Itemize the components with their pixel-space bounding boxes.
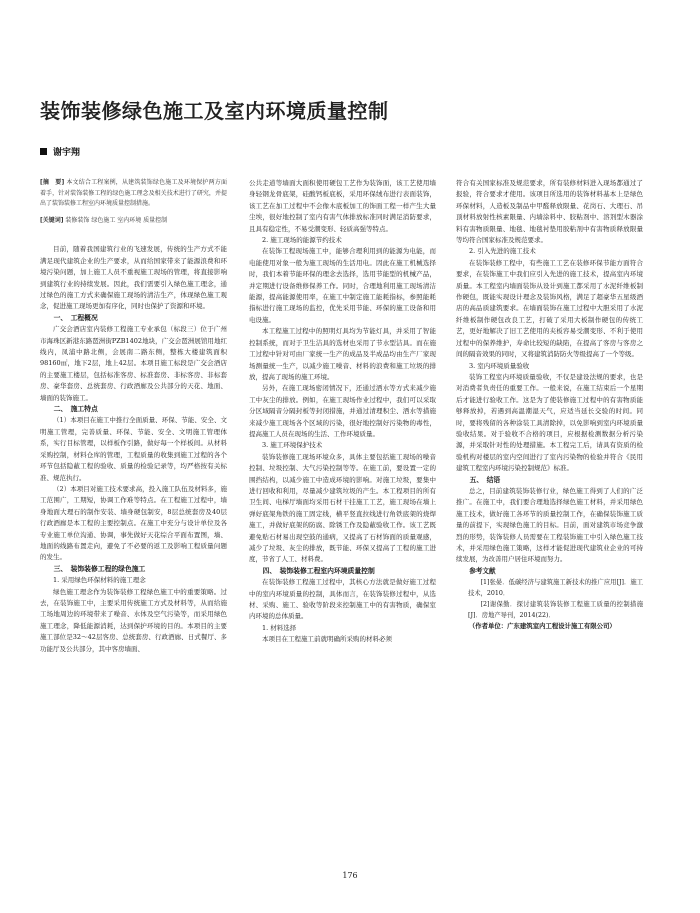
- section-heading: 三、 装饰装修工程的绿色施工: [53, 564, 146, 573]
- body-paragraph: 公共走道等墙面大面积使用硬包工艺作为装饰面，该工艺使用墙身轻钢龙骨底架，硅酸钙板底板，采用环保绒布进行表面装饰，该工艺在加工过程中不会像木底板加工的饰面工程一样产生大量尘埃，很好地控制了室内有害气体排放标准同时满足消防要求，且具有稳定性，不易受潮变形、轻质高强等特点。: [249, 179, 436, 233]
- body-paragraph: 绿色施工理念作为装饰装修工程绿色施工中的重要策略。过去，在装饰施工中，主要采用传统施工方式及材料等，从而给施工场地周边的环境带来了噪音、水体及空气污染等，而采用绿色施工理念，降低能源消耗，达到保护环境的目的。本项目的主要施工部位是32～42层客房、总统套房、行政酒廊、日式餐厅、多功能厅及公共部分，其中客房墙面、: [40, 587, 227, 653]
- subsection-heading: 3. 室内环境质量验收: [469, 361, 530, 370]
- body-paragraph: 在装饰工程现场施工中，能够合理利用到的能源为电能，而电能使用对象一般为施工现场的生活用电。因此在施工机械选择时，我们本着节能环保的理念去选择，选用节能型的机械产品，并定期进行设备维修保养工作。同时，合理地利用施工现场清洁能源，提高能源使用率，在施工中制定施工能耗指标，参照能耗指标进行施工现场的监控，优先采用节能、环保的施工设备和用电设施。: [249, 247, 436, 324]
- subsection-heading: 3. 施工环境保护技术: [262, 441, 323, 450]
- body-paragraph: 在装饰装修工程施工过程中，其核心方法就是做好施工过程中的室内环境质量的控制，具体而言，在装饰装修过程中，从选材、采购、施工、验收等阶段来控制施工中的有害物质，确保室内环境的总体质量。: [249, 578, 436, 621]
- section-heading: 一、 工程概况: [53, 313, 98, 322]
- body-paragraph: 广交会酒店室内装修工程施工专业承包（标段三）位于广州市海珠区新港东路琶洲街PZB1402地块，广交会琶洲展馆用地红线内，凤浦中路北侧，会展南二路东侧，整栋大楼建筑面积98160㎡，地下2层，地上42层。本项目施工标段是广交会酒店的主要施工楼层，包括标准客房、标准套房、非标客房、非标套房、豪华套房、总统套房、行政酒廊及公共部分的天花、地面、墙面的装饰施工。: [40, 325, 227, 402]
- author-name: 谢宇翔: [53, 147, 81, 158]
- body-paragraph: 装饰工程室内环境质量验收，不仅是建设法规的要求，也是对消费者负责任的重要工作。一般来说，在施工结束后一个星期后才能进行验收工作。这是为了使装修施工过程中的有害物质能够释放掉，若遇到高温潮湿天气，应适当延长交验的时间。同时，要将残留的各种涂装工具清除掉，以免影响到室内环境质量验收结果。对于验收不合格的项目，应根据检测数据分析污染源，并采取针对性的处理措施。本工程完工后，请具有资质的检验机构对楼层的室内空间进行了室内污染物的检验并符合《民用建筑工程室内环境污染控制规范》标准。: [456, 372, 643, 473]
- article-title: 装饰装修绿色施工及室内环境质量控制: [40, 99, 389, 123]
- column-2: [249, 178, 436, 846]
- body-paragraph: 本项目在工程施工前就明确所采购的材料必须: [262, 635, 392, 644]
- body-paragraph: 在装饰装修工程中，有些施工工艺在装修环保节能方面符合要求，在装饰施工中我们应引入先进的施工技术，提高室内环境质量。本工程室内墙面装饰从设计到施工都采用了水泥纤维板制作硬包，既能实现设计理念及装饰风格，满足了超豪华五星级酒店的高品质建筑要求。在墙面装饰在施工过程中大胆采用了水泥纤维板制作硬包改良工艺，打破了采用大板制作硬包的传统工艺，更好地解决了旧工艺使用的夹板容易受潮变形、不利于使用过程中的保养维护，寿命比较短的缺陷，在提高了客房与客房之间的隔音效果的同时，又将建筑消防防火等级提高了一个等级。: [456, 258, 643, 359]
- section-heading: 四、 装饰装修工程室内环境质量控制: [262, 566, 375, 575]
- abstract-block: [40, 178, 227, 226]
- references-title: 参考文献: [469, 566, 496, 575]
- section-heading: 二、 施工特点: [53, 405, 98, 414]
- abstract-text: 本文结合工程案例，从建筑装饰绿色施工及环境保护两方面着手，针对装饰装修工程的绿色施工理念及相关技术进行了研究，并提出了装饰装修工程室内环境质量控制措施。: [40, 179, 227, 208]
- body-paragraph: （1）本项目在施工中推行全面质量、环保、节能、安全、文明施工管理，完善质量、环保、节能、安全、文明施工管理体系，实行目标管理，以样板作引路，做好每一个样板间。从材料采购控制，材料仓库的管理，工程质量的收集到施工过程的各个环节包括隐蔽工程的验收、质量的检验记录等，均严格按有关标准、规范执行。: [40, 416, 227, 482]
- column-3-body: [456, 178, 643, 566]
- subsection-heading: 1. 材料选择: [262, 623, 297, 632]
- keywords: [40, 216, 227, 227]
- bullet-square-icon: [40, 148, 47, 155]
- body-paragraph: 总之，目前建筑装饰装修行业，绿色施工得到了人们的广泛推广。在施工中，我们要合理地选择绿色施工材料，并采用绿色施工技术，做好施工各环节的质量控制工作，在确保装饰施工质量的前提下，实现绿色施工的目标。目前，面对建筑市场竞争激烈的形势，装饰装修人员需要在工程装饰施工中引入绿色施工技术，并采用绿色施工策略，这样才能促进现代建筑业企业的可持续发展，为改善用户居住环境而努力。: [456, 486, 643, 564]
- body-paragraph: 另外，在施工现场密闭情况下，还通过洒水等方式来减少施工中灰尘的排放。例如，在施工现场作业过程中，我们可以采取分区域隔音分隔封板等封闭措施，并通过清理积尘、洒水等措施来减少施工现场各个区域的污染，很好地控制好污染物的毒性，提高施工人员在现场的生活、工作环境质量。: [249, 384, 436, 438]
- keywords-text: 装修装饰 绿色施工 室内环境 质量控制: [65, 216, 168, 224]
- keywords-label: [关键词]: [40, 216, 64, 224]
- reference-item: [2]谢保勤．探讨建筑装饰装修工程施工质量的控制措施[J]．房地产导刊，2014(22)．: [468, 601, 643, 620]
- body-paragraph: 装饰装修施工现场环境众多，具体主要包括施工现场的噪音控制、垃圾控制、大气污染控制等等。在施工前，要设置一定的围挡结构，以减少施工中造成环境的影响。对施工垃圾，要集中进行回收和利用，尽量减少建筑垃圾的产生。本工程项目的所有卫生间、电梯厅墙面均采用石材干挂施工工艺，施工现场在墙上弹好底架角铁的施工固定线，横平竖直拉线进行角铁底架的烧焊施工，并做好底架的防腐、除锈工作及隐蔽验收工作。该工艺既避免贴石材易出现空鼓的通病，又提高了石材饰面的质量观感，减少了垃圾、灰尘的排放，既节能、环保又提高了工程的施工进度，节省了人工、材料费。: [249, 452, 436, 564]
- author-line: [40, 144, 80, 158]
- author-affiliation: （作者单位：广东建筑室内工程设计施工有限公司）: [468, 622, 616, 631]
- body-paragraph: 目前，随着我国建筑行业的飞速发展，传统的生产方式不能满足现代建筑企业的生产要求，从而给国家带来了能源浪费和环境污染问题，加上施工人员不重视施工现场的管理，将直接影响到建筑行业的持续发展。因此，我们需要引入绿色施工理念，通过绿色的施工方式来确保施工现场的清洁生产，体现绿色施工观念，促进施工现场更加有序化，同时也保护了资源和环境。: [40, 245, 227, 311]
- abstract-label: [摘 要]: [40, 179, 65, 186]
- subsection-heading: 2. 施工现场的能源节约技术: [262, 236, 342, 245]
- abstract: [40, 178, 227, 210]
- body-paragraph: 本工程施工过程中的照明灯具均为节能灯具，并采用了智能控制系统，而对于卫生洁具的选材也采用了节水型洁具。而在施工过程中针对可由厂家统一生产的成品及半成品均由生产厂家现场测量统一生产，以减少施工噪音、材料的浪费和施工垃圾的排放，提高了现场的施工环境。: [249, 327, 436, 381]
- subsection-heading: 1. 采用绿色环保材料的施工理念: [53, 576, 146, 585]
- subsection-heading: 2. 引入先进的施工技术: [469, 247, 536, 256]
- body-paragraph: （2）本项目对施工技术要求高，投入施工队伍及材料多，施工范围广，工期短，协调工作难等特点。在工程施工过程中，墙身地面大理石的制作安装、墙身硬包制安，8层总统套房及40层行政酒廊是本工程的主要控制点。在施工中充分与设计单位及各专业施工单位沟通、协调，事先做好天花综合平面布置图，墙、地面的线路布置走向，避免了不必要的返工及影响工程质量问题的发生。: [40, 484, 227, 562]
- column-1: [40, 178, 227, 846]
- reference-item: [1]张晏．低碳经济与建筑施工新技术的推广应用[J]．施工技术，2010．: [468, 579, 643, 598]
- column-3: [456, 178, 643, 846]
- body-paragraph: 符合有关国家标准及规范要求，所有装修材料进入现场都通过了报验，符合要求才使用。该项目所选用的装饰材料基本上是绿色环保材料，人造板及制品中甲醛释放限量、花岗石、大理石、吊顶材料放射性核素限量、内墙涂料中、胶粘剂中、溶剂型木器涂料有害物质限量、地毯、地毯衬垫用胶粘剂中有害物质释放限量等均符合国家标准及规范要求。: [456, 179, 643, 245]
- section-heading: 五、 结语: [469, 475, 501, 484]
- column-2-body: [249, 178, 436, 646]
- page-number: 176: [342, 871, 358, 880]
- column-1-body: [40, 244, 227, 655]
